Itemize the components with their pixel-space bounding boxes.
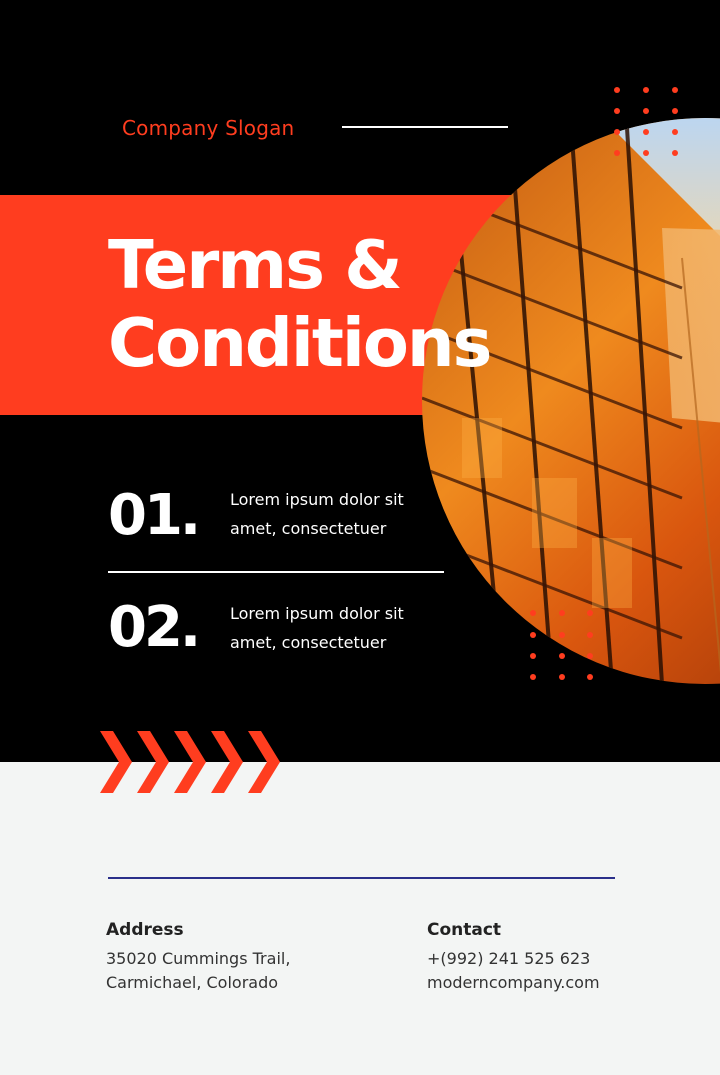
contact-website[interactable]: moderncompany.com (427, 973, 600, 992)
item-text-2: Lorem ipsum dolor sit amet, consectetuer (230, 604, 404, 652)
title-line-2: Conditions (108, 304, 491, 382)
items-divider (108, 571, 444, 573)
company-slogan: Company Slogan (122, 116, 295, 140)
address-text (106, 947, 290, 995)
address-heading: Address (106, 920, 184, 940)
chevron-right-icon (100, 731, 285, 795)
title-line-1: Terms & (108, 226, 401, 304)
slogan-rule (342, 126, 508, 128)
item-number-1: 01. (108, 483, 199, 548)
chevron-right-icon (100, 731, 132, 793)
chevron-right-icon (211, 731, 243, 793)
footer-rule (108, 877, 615, 879)
page-title (108, 226, 490, 382)
chevron-right-icon (174, 731, 206, 793)
contact-text (427, 947, 600, 995)
chevron-right-icon (248, 731, 280, 793)
item-text-1: Lorem ipsum dolor sit amet, consectetuer (230, 490, 404, 538)
contact-heading: Contact (427, 920, 502, 940)
address-line-1: 35020 Cummings Trail, (106, 949, 291, 968)
contact-phone[interactable]: +(992) 241 525 623 (427, 949, 591, 968)
item-number-2: 02. (108, 595, 199, 660)
address-line-2: Carmichael, Colorado (106, 973, 279, 992)
chevron-right-icon (137, 731, 169, 793)
